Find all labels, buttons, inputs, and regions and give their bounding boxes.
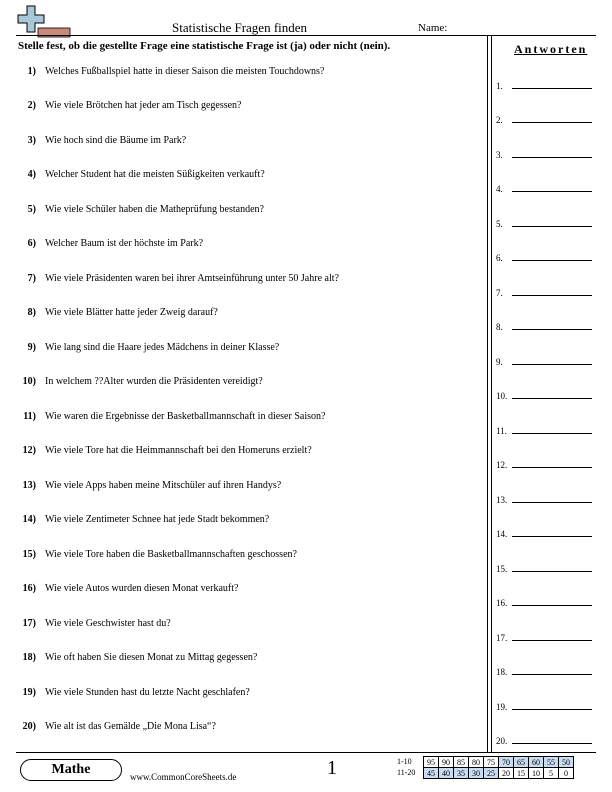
- question-number: 10): [22, 376, 36, 387]
- question-text: Wie viele Apps haben meine Mitschüler auf ihren Handys?: [45, 480, 282, 491]
- column-divider: [487, 36, 488, 752]
- score-cell: 95: [424, 757, 439, 768]
- question-text: Wie viele Stunden hast du letzte Nacht geschlafen?: [45, 687, 250, 698]
- answer-blank[interactable]: [496, 629, 596, 643]
- answer-number: 3.: [496, 150, 503, 160]
- question-text: Wie viele Autos wurden diesen Monat verkauft?: [45, 583, 239, 594]
- footer-divider: [16, 752, 596, 753]
- question-item: [18, 273, 339, 284]
- answer-number: 11.: [496, 426, 507, 436]
- question-text: Wie viele Blätter hatte jeder Zweig darauf?: [45, 307, 218, 318]
- answer-blank[interactable]: [496, 491, 596, 505]
- answer-blank[interactable]: [496, 353, 596, 367]
- answer-line[interactable]: [512, 260, 592, 261]
- answer-number: 7.: [496, 288, 503, 298]
- score-cell: 35: [454, 768, 469, 779]
- answer-blank[interactable]: [496, 663, 596, 677]
- answer-line[interactable]: [512, 536, 592, 537]
- answer-number: 5.: [496, 219, 503, 229]
- question-number: 12): [22, 445, 36, 456]
- question-text: Welches Fußballspiel hatte in dieser Saison die meisten Touchdowns?: [45, 66, 325, 77]
- answer-number: 18.: [496, 667, 508, 677]
- answer-blank[interactable]: [496, 594, 596, 608]
- answer-blank[interactable]: [496, 215, 596, 229]
- answer-number: 15.: [496, 564, 508, 574]
- answer-number: 2.: [496, 115, 503, 125]
- answer-line[interactable]: [512, 157, 592, 158]
- question-number: 13): [22, 480, 36, 491]
- question-number: 14): [22, 514, 36, 525]
- question-number: 19): [22, 687, 36, 698]
- question-item: [18, 342, 279, 353]
- answer-blank[interactable]: [496, 318, 596, 332]
- answer-line[interactable]: [512, 364, 592, 365]
- question-number: 6): [27, 238, 36, 249]
- score-table: [423, 756, 574, 779]
- score-cell: 5: [544, 768, 559, 779]
- answer-line[interactable]: [512, 88, 592, 89]
- score-cell: 85: [454, 757, 469, 768]
- answer-blank[interactable]: [496, 698, 596, 712]
- answer-number: 9.: [496, 357, 503, 367]
- question-number: 7): [27, 273, 36, 284]
- question-item: [18, 100, 241, 111]
- score-cell: 45: [424, 768, 439, 779]
- question-item: [18, 169, 265, 180]
- question-item: [18, 445, 312, 456]
- question-item: [18, 549, 297, 560]
- question-text: Wie waren die Ergebnisse der Basketballmannschaft in dieser Saison?: [45, 411, 326, 422]
- question-number: 1): [27, 66, 36, 77]
- answer-line[interactable]: [512, 191, 592, 192]
- answer-number: 19.: [496, 702, 508, 712]
- score-cell: 80: [469, 757, 484, 768]
- answer-number: 17.: [496, 633, 508, 643]
- answer-line[interactable]: [512, 122, 592, 123]
- question-text: Wie viele Tore hat die Heimmannschaft bei den Homeruns erzielt?: [45, 445, 312, 456]
- instructions: Stelle fest, ob die gestellte Frage eine statistische Frage ist (ja) oder nicht (nein).: [18, 40, 391, 52]
- question-item: [18, 307, 218, 318]
- score-cell: 15: [514, 768, 529, 779]
- answer-blank[interactable]: [496, 111, 596, 125]
- answer-line[interactable]: [512, 502, 592, 503]
- answer-number: 10.: [496, 391, 508, 401]
- question-number: 5): [27, 204, 36, 215]
- question-item: [18, 376, 263, 387]
- question-text: Wie viele Zentimeter Schnee hat jede Stadt bekommen?: [45, 514, 270, 525]
- question-text: Wie lang sind die Haare jedes Mädchens in deiner Klasse?: [45, 342, 280, 353]
- question-text: Wie viele Schüler haben die Matheprüfung bestanden?: [45, 204, 264, 215]
- answer-line[interactable]: [512, 571, 592, 572]
- score-cell: 10: [529, 768, 544, 779]
- answer-number: 13.: [496, 495, 508, 505]
- answer-number: 20.: [496, 736, 508, 746]
- answer-blank[interactable]: [496, 77, 596, 91]
- question-number: 8): [27, 307, 36, 318]
- answer-blank[interactable]: [496, 525, 596, 539]
- answer-number: 4.: [496, 184, 503, 194]
- question-item: [18, 480, 281, 491]
- question-text: In welchem ??Alter wurden die Präsidenten vereidigt?: [45, 376, 263, 387]
- question-item: [18, 618, 171, 629]
- answer-line[interactable]: [512, 226, 592, 227]
- score-cell: 90: [439, 757, 454, 768]
- question-text: Wie alt ist das Gemälde „Die Mona Lisa“?: [45, 721, 216, 732]
- question-item: [18, 66, 324, 77]
- answer-number: 1.: [496, 81, 503, 91]
- question-number: 11): [23, 411, 36, 422]
- score-cell: 0: [559, 768, 574, 779]
- score-range-label: 1-10: [397, 757, 412, 766]
- answer-blank[interactable]: [496, 387, 596, 401]
- answer-number: 12.: [496, 460, 508, 470]
- question-text: Wie viele Geschwister hast du?: [45, 618, 171, 629]
- question-item: [18, 652, 257, 663]
- answer-blank[interactable]: [496, 560, 596, 574]
- answer-line[interactable]: [512, 709, 592, 710]
- question-item: [18, 687, 250, 698]
- question-text: Wie viele Tore haben die Basketballmannschaften geschossen?: [45, 549, 297, 560]
- score-cell: 75: [484, 757, 499, 768]
- name-label: Name:: [418, 22, 448, 34]
- score-cell: 30: [469, 768, 484, 779]
- question-number: 15): [22, 549, 36, 560]
- question-text: Wie viele Brötchen hat jeder am Tisch gegessen?: [45, 100, 242, 111]
- answer-blank[interactable]: [496, 732, 596, 746]
- answers-heading: Antworten: [514, 42, 588, 56]
- score-range-label: 11-20: [397, 768, 416, 777]
- score-row: [424, 757, 574, 768]
- score-cell: 40: [439, 768, 454, 779]
- question-text: Wie oft haben Sie diesen Monat zu Mittag gegessen?: [45, 652, 258, 663]
- question-number: 20): [22, 721, 36, 732]
- question-item: [18, 514, 269, 525]
- answer-number: 8.: [496, 322, 503, 332]
- question-item: [18, 721, 216, 732]
- question-text: Wie hoch sind die Bäume im Park?: [45, 135, 187, 146]
- question-number: 17): [22, 618, 36, 629]
- website-link[interactable]: www.CommonCoreSheets.de: [130, 772, 237, 782]
- score-cell: 50: [559, 757, 574, 768]
- score-cell: 55: [544, 757, 559, 768]
- score-cell: 60: [529, 757, 544, 768]
- question-number: 2): [27, 100, 36, 111]
- answer-blank[interactable]: [496, 146, 596, 160]
- answer-line[interactable]: [512, 640, 592, 641]
- answer-line[interactable]: [512, 398, 592, 399]
- score-cell: 20: [499, 768, 514, 779]
- answer-line[interactable]: [512, 605, 592, 606]
- answer-number: 14.: [496, 529, 508, 539]
- answer-blank[interactable]: [496, 422, 596, 436]
- question-item: [18, 204, 264, 215]
- answer-line[interactable]: [512, 295, 592, 296]
- header-divider: [16, 35, 596, 36]
- answer-blank[interactable]: [496, 456, 596, 470]
- score-cell: 65: [514, 757, 529, 768]
- score-cell: 25: [484, 768, 499, 779]
- answer-line[interactable]: [512, 674, 592, 675]
- answer-blank[interactable]: [496, 180, 596, 194]
- question-number: 18): [22, 652, 36, 663]
- question-number: 9): [27, 342, 36, 353]
- question-item: [18, 411, 325, 422]
- question-number: 4): [27, 169, 36, 180]
- column-divider: [491, 36, 492, 752]
- question-item: [18, 135, 186, 146]
- answer-number: 16.: [496, 598, 508, 608]
- answer-blank[interactable]: [496, 249, 596, 263]
- answer-line[interactable]: [512, 329, 592, 330]
- plus-sign-logo-icon: [16, 4, 72, 38]
- question-number: 3): [27, 135, 36, 146]
- answer-line[interactable]: [512, 467, 592, 468]
- answer-line[interactable]: [512, 433, 592, 434]
- page-number: 1: [327, 757, 337, 779]
- question-number: 16): [22, 583, 36, 594]
- question-item: [18, 583, 238, 594]
- question-text: Wie viele Präsidenten waren bei ihrer Amtseinführung unter 50 Jahre alt?: [45, 273, 339, 284]
- question-text: Welcher Student hat die meisten Süßigkeiten verkauft?: [45, 169, 265, 180]
- score-range-labels: [397, 756, 415, 778]
- score-cell: 70: [499, 757, 514, 768]
- subject-badge: Mathe: [20, 759, 122, 781]
- question-item: [18, 238, 203, 249]
- answer-line[interactable]: [512, 743, 592, 744]
- answer-number: 6.: [496, 253, 503, 263]
- question-text: Welcher Baum ist der höchste im Park?: [45, 238, 204, 249]
- score-row: [424, 768, 574, 779]
- answer-blank[interactable]: [496, 284, 596, 298]
- worksheet-title: Statistische Fragen finden: [172, 20, 308, 35]
